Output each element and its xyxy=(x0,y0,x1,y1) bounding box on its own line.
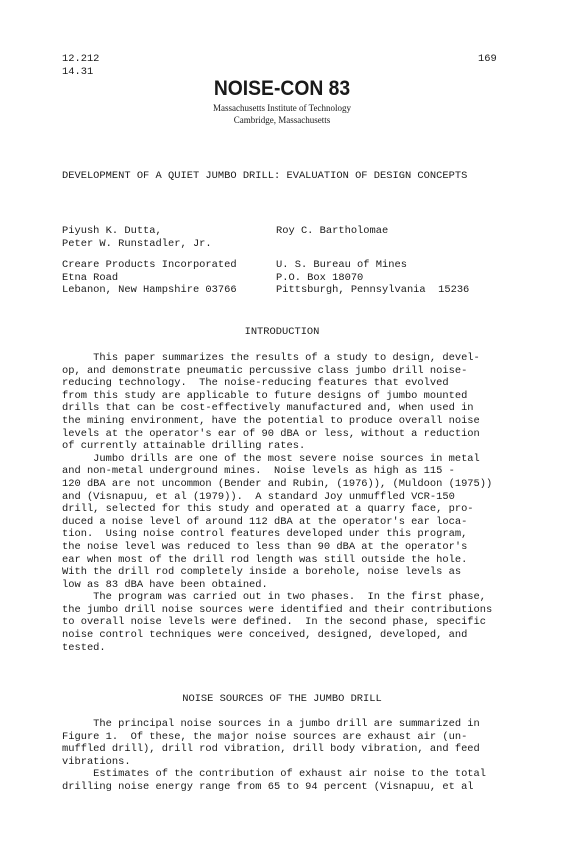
introduction-body: This paper summarizes the results of a study to design, devel- op, and demonstrate pneumatic percussive class jumbo drill noise- reducing technology. The noise-reducing features that evolved from this study are applicable to future designs of jumbo mounted drills that can be cost-effectively manufactured and, when used in the mining environment, have the potential to produce overall noise levels at the operator's ear of 90 dBA or less, without a reduction of currently attainable drilling rates. Jumbo drills are one of the most severe noise sources in metal and non-metal underground mines. Noise levels as high as 115 - 120 dBA are not uncommon (Bender and Rubin, (1976)), (Muldoon (1975)) and (Visnapuu, et al (1979)). A standard Joy unmuffled VCR-150 drill, selected for this study and operated at a quarry face, pro- duced a noise level of around 112 dBA at the operator's ear loca- tion. Using noise control features developed under this program, the noise level was reduced to less than 90 dBA at the operator's ear when most of the drill rod length was still outside the hole. With the drill rod completely inside a borehole, noise levels as low as 83 dBA have been obtained. The program was carried out in two phases. In the first phase, the jumbo drill noise sources were identified and their contributions to overall noise levels were defined. In the second phase, specific noise control techniques were conceived, designed, developed, and tested. xyxy=(62,352,493,654)
paper-title: DEVELOPMENT OF A QUIET JUMBO DRILL: EVALUATION OF DESIGN CONCEPTS xyxy=(62,170,468,182)
authors-left: Piyush K. Dutta, Peter W. Runstadler, Jr. xyxy=(62,225,212,250)
affiliation-right: U. S. Bureau of Mines P.O. Box 18070 Pittsburgh, Pennsylvania 15236 xyxy=(276,259,470,297)
conference-location: Cambridge, Massachusetts xyxy=(233,115,331,125)
affiliation-left: Creare Products Incorporated Etna Road Lebanon, New Hampshire 03766 xyxy=(62,259,237,297)
class-codes: 12.212 14.31 xyxy=(62,53,100,78)
authors-right: Roy C. Bartholomae xyxy=(276,225,389,237)
page-number: 169 xyxy=(478,53,497,65)
noise-sources-heading: NOISE SOURCES OF THE JUMBO DRILL xyxy=(182,693,382,705)
conference-name: NOISE-CON 83 xyxy=(213,77,351,100)
introduction-heading: INTRODUCTION xyxy=(244,326,320,338)
noise-sources-body: The principal noise sources in a jumbo drill are summarized in Figure 1. Of these, the major noise sources are exhaust air (un- muffled drill), drill rod vibration, drill body vibration, and feed vibrations. Estimates of the contribution of exhaust air noise to the total drilling noise energy range from 65 to 94 percent (Visnapuu, et al xyxy=(62,718,487,793)
conference-institution: Massachusetts Institute of Technology xyxy=(213,103,351,113)
